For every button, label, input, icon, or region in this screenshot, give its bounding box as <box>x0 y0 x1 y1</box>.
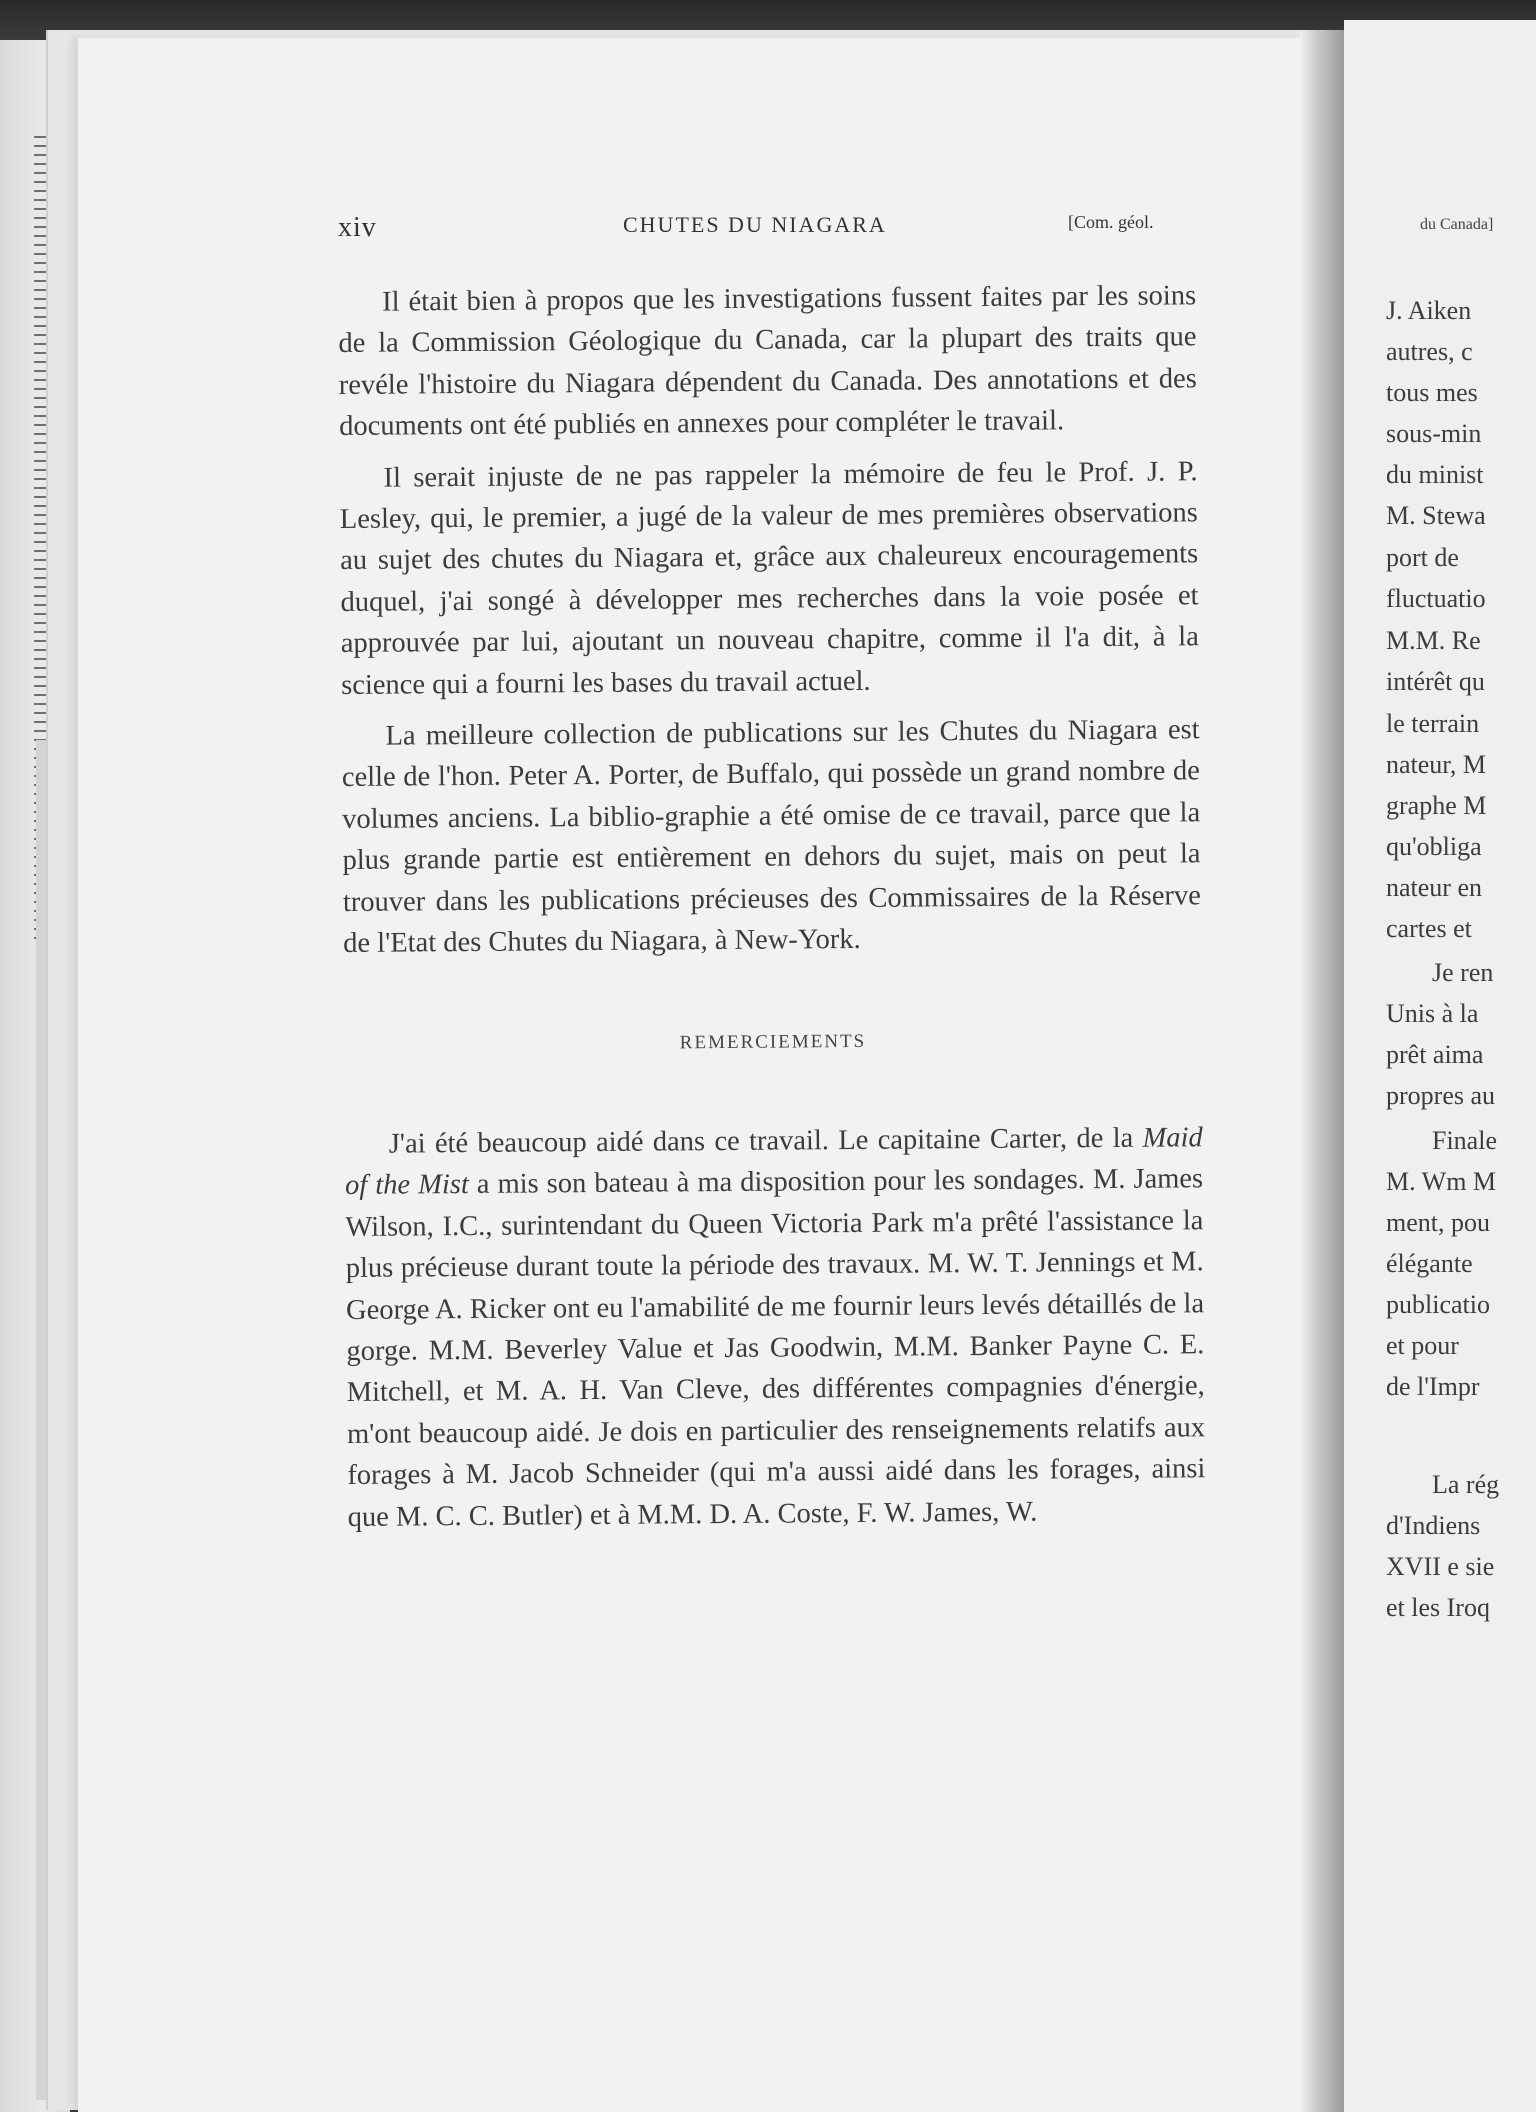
right-page-line: fluctuatio <box>1386 584 1486 613</box>
right-page-line: élégante <box>1386 1249 1473 1278</box>
right-page-line: graphe M <box>1386 791 1487 820</box>
right-page-line: nateur en <box>1386 873 1483 902</box>
right-page-line: cartes et <box>1386 914 1472 943</box>
right-page-line: M. Wm M <box>1386 1167 1497 1196</box>
running-title: CHUTES DU NIAGARA <box>623 212 887 237</box>
right-page-line: nateur, M <box>1386 750 1487 779</box>
right-page-line: tous mes <box>1386 378 1478 407</box>
right-page-line: qu'obliga <box>1386 832 1482 861</box>
right-page-line: prêt aima <box>1386 1040 1484 1069</box>
page-header <box>338 212 1188 252</box>
thanks-paragraph <box>345 1117 1206 1538</box>
right-page-line: d'Indiens <box>1386 1511 1481 1540</box>
section-title: REMERCIEMENTS <box>679 1030 867 1053</box>
paragraph: Il serait injuste de ne pas rappeler la mémoire de feu le Prof. J. P. Lesley, qui, le premier, a jugé de la valeur de mes premières observations au sujet des chutes du Niagara et, grâce aux chaleureux encouragements duquel, j'ai songé à développer mes recherches dans la voie posée et approuvée par lui, ajoutant un nouveau chapitre, comme il l'a dit, à la science qui a fourni les bases du travail actuel. <box>339 455 1199 701</box>
right-page-line: propres au <box>1386 1081 1496 1110</box>
right-page-line: le terrain <box>1386 709 1480 738</box>
right-page-line: La rég <box>1432 1470 1500 1499</box>
paragraph: Il était bien à propos que les investigations fussent faites par les soins de la Commission Géologique du Canada, car la plupart des traits que revéle l'histoire du Niagara dépendent du Canada. Des annotations et des documents ont été publiés en annexes pour compléter le travail. <box>338 280 1197 443</box>
right-page-line: du minist <box>1386 460 1484 489</box>
thanks-text-1: J'ai été beaucoup aidé dans ce travail. Le capitaine Carter, de la <box>388 1122 1143 1160</box>
right-page-line: autres, c <box>1386 337 1473 366</box>
page-number: xiv <box>338 212 377 243</box>
right-page-line: intérêt qu <box>1386 667 1485 696</box>
right-page-line: M. Stewa <box>1386 501 1486 530</box>
right-page-line: et pour <box>1386 1331 1459 1360</box>
right-page-header: du Canada] <box>1420 216 1494 233</box>
right-page-line: de l'Impr <box>1386 1372 1480 1401</box>
right-page-line: Finale <box>1432 1126 1497 1155</box>
book-gutter <box>1300 30 1344 2112</box>
right-page <box>1344 20 1536 2112</box>
right-page-line: ment, pou <box>1386 1208 1490 1237</box>
right-page-line: port de <box>1386 543 1459 572</box>
right-page-line: J. Aiken <box>1386 296 1472 325</box>
thanks-text-2: a mis son bateau à ma disposition pour les sondages. M. James Wilson, I.C., surintendant du Queen Victoria Park m'a prêté l'assistance la plus précieuse durant toute la période des travaux. M. W. T. Jennings et M. George A. Ricker ont eu l'amabilité de me fournir leurs levés détaillés de la gorge. M.M. Beverley Value et Jas Goodwin, M.M. Banker Payne C. E. Mitchell, et M. A. H. Van Cleve, des différentes compagnies d'énergie, m'ont beaucoup aidé. Je dois en particulier des renseignements relatifs aux forages à M. Jacob Schneider (qui m'a aussi aidé dans les forages, ainsi que M. C. C. Butler) et à M.M. D. A. Coste, F. W. James, W. <box>345 1163 1206 1533</box>
right-page-line: et les Iroq <box>1386 1593 1490 1622</box>
right-page-line: publicatio <box>1386 1290 1490 1319</box>
right-page-line: sous-min <box>1386 419 1482 448</box>
right-page-line: XVII e sie <box>1386 1552 1495 1581</box>
series-label: [Com. géol. <box>1068 212 1154 232</box>
boat-name: Maid of the Mist <box>344 1122 1203 1202</box>
paragraph: La meilleure collection de publications sur les Chutes du Niagara est celle de l'hon. Peter A. Porter, de Buffalo, qui possède un grand nombre de volumes anciens. La biblio-graphie a été omise de ce travail, parce que la plus grande partie est entièrement en dehors du sujet, mais on peut la trouver dans les publications précieuses des Commissaires de la Réserve de l'Etat des Chutes du Niagara, à New-York. <box>341 714 1201 960</box>
right-page-line: Unis à la <box>1386 999 1479 1028</box>
right-page-line: Je ren <box>1432 958 1494 987</box>
page-body <box>338 275 1206 1548</box>
right-page-line: M.M. Re <box>1386 626 1481 655</box>
